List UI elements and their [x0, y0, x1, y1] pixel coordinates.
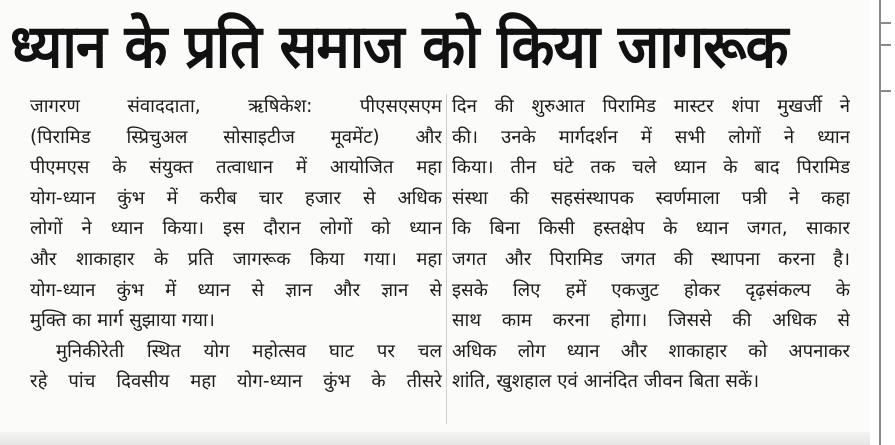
body-line: रहे पांच दिवसीय महा योग-ध्यान कुंभ के तीसरे	[30, 371, 442, 393]
article-column-right	[452, 92, 850, 398]
page-edge-tick	[881, 22, 891, 24]
headline: ध्यान के प्रति समाज को किया जागरूक	[10, 12, 788, 82]
body-line: अधिक लोग ध्यान और शाकाहार को अपनाकर	[452, 340, 850, 362]
body-line: इसके लिए हमें एकजुट होकर दृढ़संकल्प के	[452, 279, 850, 301]
column-divider	[446, 94, 447, 424]
body-line: दिन की शुरुआत पिरामिड मास्टर शंपा मुखर्जी ने	[452, 96, 850, 117]
body-line: योग-ध्यान कुंभ में करीब चार हजार से अधिक	[30, 187, 442, 209]
body-line: मुक्ति का मार्ग सुझाया गया।	[30, 310, 215, 332]
body-line: शांति, खुशहाल एवं आनंदित जीवन बिता सकें।	[452, 371, 760, 393]
body-line: कि बिना किसी हस्तक्षेप के ध्यान जगत, साकार	[452, 218, 850, 240]
body-line: और शाकाहार के प्रति जागरूक किया गया। महा	[30, 248, 442, 270]
body-line: पीएमएस के संयुक्त तत्वाधान में आयोजित महा	[30, 157, 442, 179]
article-column-left	[30, 92, 442, 398]
body-line: (पिरामिड स्प्रिचुअल सोसाइटीज मूवमेंट) और	[30, 126, 442, 148]
body-line: संस्था की सहसंस्थापक स्वर्णमाला पत्री ने कहा	[452, 187, 850, 209]
page-edge-tick	[881, 44, 891, 46]
page-edge-rule	[879, 0, 881, 445]
body-line: मुनिकीरेती स्थित योग महोत्सव घाट पर चल	[56, 340, 442, 362]
body-line: लोगों ने ध्यान किया। इस दौरान लोगों को ध्यान	[30, 218, 442, 240]
body-line: जगत और पिरामिड जगत की स्थापना करना है।	[452, 248, 850, 270]
body-line: जागरण संवाददाता, ऋषिकेश: पीएसएसएम	[30, 96, 442, 117]
body-line: योग-ध्यान कुंभ में ध्यान से ज्ञान और ज्ञान से	[30, 279, 442, 301]
body-line: साथ काम करना होगा। जिससे की अधिक से	[452, 310, 850, 332]
page-edge-tick	[881, 90, 891, 92]
body-line: की। उनके मार्गदर्शन में सभी लोगों ने ध्यान	[452, 126, 850, 148]
clipping-bottom-edge	[0, 432, 870, 445]
body-line: किया। तीन घंटे तक चले ध्यान के बाद पिरामिड	[452, 157, 850, 179]
